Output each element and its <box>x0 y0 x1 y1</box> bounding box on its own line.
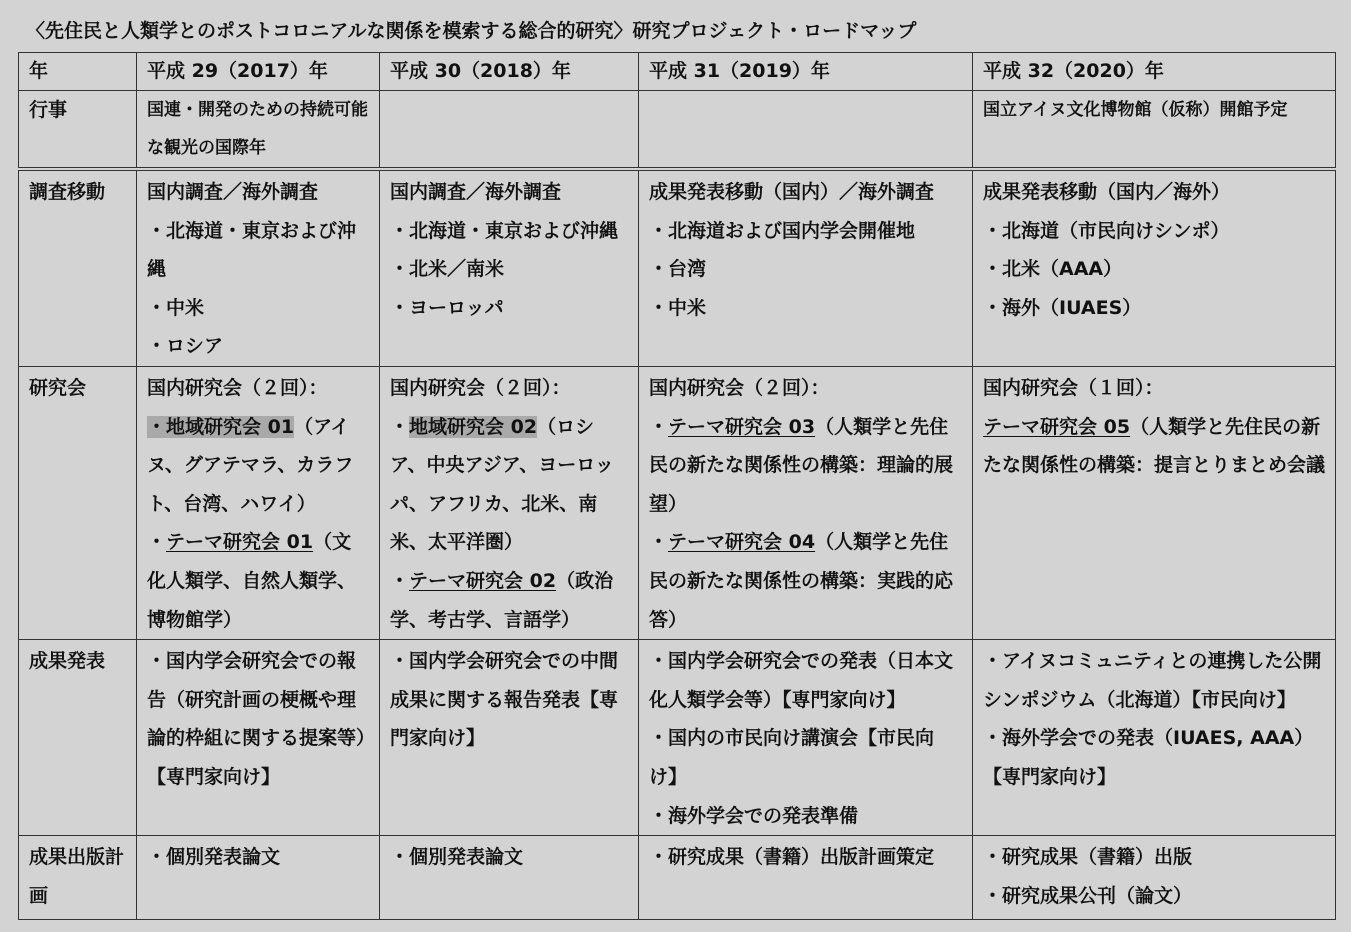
list-item: ・国内の市民向け講演会【市民向け】 <box>649 727 935 788</box>
table-row-publish <box>19 836 1336 920</box>
results-2018 <box>380 640 639 836</box>
study-item-b <box>147 531 356 630</box>
study-heading: 国内研究会（１回）： <box>983 376 1164 399</box>
study-heading: 国内研究会（２回）： <box>649 376 830 399</box>
list-item: ・北海道（市民向けシンポ） <box>983 219 1230 242</box>
list-item: ・国内学会研究会での発表（日本文化人類学会等）【専門家向け】 <box>649 650 954 711</box>
study-2017 <box>137 366 380 639</box>
row-label-events: 行事 <box>19 91 137 170</box>
list-item: ・北海道および国内学会開催地 <box>649 219 916 242</box>
list-item: ・中米 <box>649 296 707 319</box>
events-2019 <box>639 91 973 170</box>
roadmap-table <box>18 52 1336 920</box>
results-2020 <box>973 640 1336 836</box>
bullet: ・ <box>649 531 669 554</box>
events-2020: 国立アイヌ文化博物館（仮称）開館予定 <box>973 91 1336 170</box>
table-row-year <box>19 53 1336 91</box>
bullet: ・ <box>649 415 669 438</box>
list-item: ・北海道・東京および沖縄 <box>147 219 357 281</box>
year-2017: 平成 29（2017）年 <box>137 53 380 91</box>
year-2019: 平成 31（2019）年 <box>639 53 973 91</box>
study-heading: 国内研究会（２回）： <box>147 376 328 399</box>
study-item-a <box>390 416 614 554</box>
bullet: ・ <box>147 531 167 554</box>
study-group-name: テーマ研究会 01 <box>166 531 314 554</box>
table-row-results <box>19 640 1336 836</box>
survey-2017 <box>137 169 380 366</box>
list-item: ・ヨーロッパ <box>390 296 504 319</box>
list-item: ・台湾 <box>649 258 707 281</box>
list-item: ・ロシア <box>147 335 224 358</box>
study-group-detail: （アイヌ、グアテマラ、カラフト、台湾、ハワイ） <box>147 415 354 515</box>
list-item: ・研究成果（書籍）出版計画策定 <box>649 846 935 869</box>
study-group-name: テーマ研究会 05 <box>983 415 1131 438</box>
row-label-year: 年 <box>19 53 137 91</box>
survey-heading: 成果発表移動（国内）／海外調査 <box>649 181 935 203</box>
list-item: ・北米／南米 <box>390 258 505 281</box>
publish-2020 <box>973 836 1336 920</box>
study-group-detail: （文化人類学、自然人類学、博物館学） <box>147 531 357 631</box>
survey-2018 <box>380 169 639 366</box>
page-title: 〈先住民と人類学とのポストコロニアルな関係を模索する総合的研究〉研究プロジェクト・ロードマップ <box>26 20 917 42</box>
row-label-study: 研究会 <box>19 366 137 639</box>
study-group-name: 地域研究会 01 <box>166 415 295 438</box>
study-group-name: テーマ研究会 04 <box>668 531 816 554</box>
list-item: ・中米 <box>147 296 205 319</box>
study-item-a <box>983 416 1325 477</box>
list-item: ・個別発表論文 <box>390 846 524 869</box>
study-group-detail: （ロシア、中央アジア、ヨーロッパ、アフリカ、北米、南米、太平洋圏） <box>390 415 614 554</box>
year-2020: 平成 32（2020）年 <box>973 53 1336 91</box>
study-item-b <box>649 531 953 630</box>
list-item: ・国内学会研究会での報告（研究計画の梗概や理論的枠組に関する提案等）【専門家向け】 <box>147 650 366 788</box>
table-row-study <box>19 366 1336 639</box>
list-item: ・北海道・東京および沖縄 <box>390 219 619 242</box>
study-2019 <box>639 366 973 639</box>
survey-heading: 国内調査／海外調査 <box>147 181 319 203</box>
list-item: ・個別発表論文 <box>147 846 281 869</box>
study-heading: 国内研究会（２回）： <box>390 376 571 399</box>
bullet: ・ <box>390 415 410 438</box>
list-item: ・海外学会での発表（IUAES, AAA）【専門家向け】 <box>983 727 1314 788</box>
study-group-detail: （人類学と先住民の新たな関係性の構築：提言とりまとめ会議 <box>983 415 1326 477</box>
results-2017 <box>137 640 380 836</box>
list-item: ・海外学会での発表準備 <box>649 804 859 827</box>
survey-heading: 国内調査／海外調査 <box>390 181 562 203</box>
publish-2018 <box>380 836 639 920</box>
study-group-detail: （政治学、考古学、言語学） <box>390 569 614 631</box>
study-2020 <box>973 366 1336 639</box>
row-label-survey: 調査移動 <box>19 169 137 366</box>
list-item: ・研究成果公刊（論文） <box>983 884 1193 907</box>
study-group-name: 地域研究会 02 <box>409 415 538 438</box>
bullet: ・ <box>390 569 410 592</box>
study-2018 <box>380 366 639 639</box>
bullet: ・ <box>147 415 167 438</box>
study-group-name: テーマ研究会 03 <box>668 415 816 438</box>
table-row-survey <box>19 169 1336 366</box>
list-item: ・研究成果（書籍）出版 <box>983 846 1193 869</box>
results-2019 <box>639 640 973 836</box>
study-group-name: テーマ研究会 02 <box>409 569 557 592</box>
events-2017: 国連・開発のための持続可能な観光の国際年 <box>137 91 380 170</box>
study-group-detail: （人類学と先住民の新たな関係性の構築：理論的展望） <box>649 415 954 515</box>
table-row-events <box>19 91 1336 170</box>
events-2018 <box>380 91 639 170</box>
list-item: ・北米（AAA） <box>983 258 1123 281</box>
study-item-a <box>649 416 953 515</box>
year-2018: 平成 30（2018）年 <box>380 53 639 91</box>
publish-2017 <box>137 836 380 920</box>
row-label-publish: 成果出版計画 <box>19 836 137 920</box>
survey-2020 <box>973 169 1336 366</box>
row-label-results: 成果発表 <box>19 640 137 836</box>
study-item-a <box>147 416 353 515</box>
study-group-detail: （人類学と先住民の新たな関係性の構築：実践的応答） <box>649 531 954 631</box>
study-item-b <box>390 570 613 631</box>
survey-2019 <box>639 169 973 366</box>
list-item: ・国内学会研究会での中間成果に関する報告発表【専門家向け】 <box>390 650 619 750</box>
publish-2019 <box>639 836 973 920</box>
list-item: ・海外（IUAES） <box>983 296 1142 319</box>
list-item: ・アイヌコミュニティとの連携した公開シンポジウム（北海道）【市民向け】 <box>983 650 1322 711</box>
survey-heading: 成果発表移動（国内／海外） <box>983 181 1231 203</box>
